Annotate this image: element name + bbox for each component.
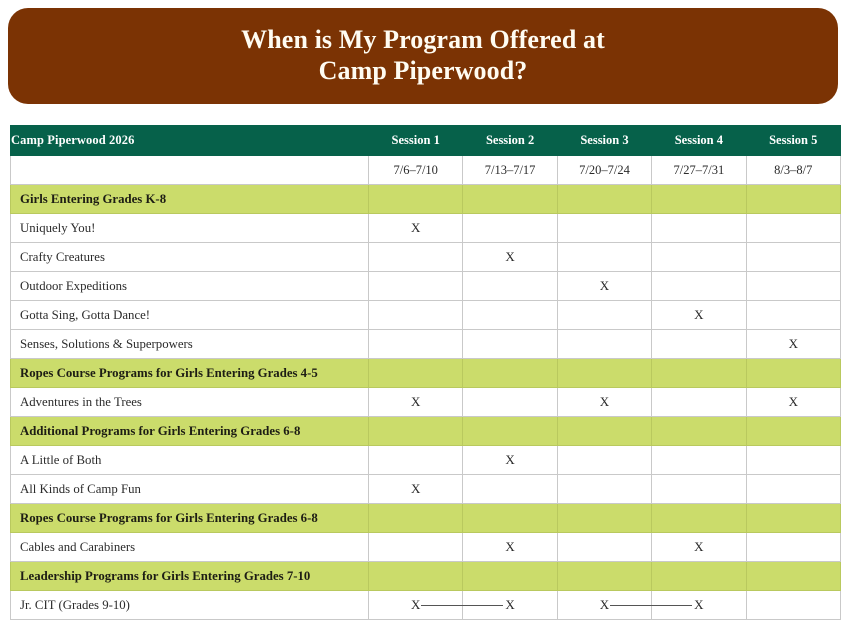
category-row-spacer-cell [369, 185, 463, 214]
category-row-spacer-cell [557, 359, 651, 388]
session-5-dates: 8/3–8/7 [746, 156, 840, 185]
empty-mark-cell [463, 475, 557, 504]
session-dates-row [11, 156, 841, 185]
empty-mark-cell [557, 475, 651, 504]
program-row [11, 214, 841, 243]
empty-mark-cell [652, 272, 746, 301]
empty-mark-cell [369, 533, 463, 562]
offered-x-mark: X [505, 597, 515, 612]
program-row-label: Adventures in the Trees [11, 388, 369, 417]
category-row-label: Ropes Course Programs for Girls Entering Grades 6-8 [11, 504, 369, 533]
offered-x-mark: X [599, 278, 610, 293]
category-row-label: Ropes Course Programs for Girls Entering Grades 4-5 [11, 359, 369, 388]
empty-mark-cell [652, 388, 746, 417]
offered-mark-cell [746, 330, 840, 359]
category-row-spacer-cell [369, 562, 463, 591]
column-header-session-5: Session 5 [746, 126, 840, 156]
table-body [11, 185, 841, 620]
empty-mark-cell [463, 388, 557, 417]
offered-x-mark: X [788, 336, 798, 351]
empty-mark-cell [746, 475, 840, 504]
empty-mark-cell [557, 330, 651, 359]
program-row-label: Senses, Solutions & Superpowers [11, 330, 369, 359]
empty-mark-cell [652, 243, 746, 272]
offered-x-mark: X [411, 394, 421, 409]
program-row [11, 388, 841, 417]
offered-mark-cell [463, 533, 557, 562]
column-header-session-4: Session 4 [652, 126, 746, 156]
offered-x-mark: X [694, 307, 704, 322]
offered-x-mark: X [505, 539, 515, 554]
offered-x-mark: X [694, 539, 704, 554]
column-header-session-2: Session 2 [463, 126, 557, 156]
category-row-spacer-cell [557, 185, 651, 214]
program-row-label: Cables and Carabiners [11, 533, 369, 562]
session-2-dates: 7/13–7/17 [463, 156, 557, 185]
category-row [11, 359, 841, 388]
table-header [11, 126, 841, 185]
empty-mark-cell [652, 214, 746, 243]
program-row-label: All Kinds of Camp Fun [11, 475, 369, 504]
program-row [11, 591, 841, 620]
offered-x-mark: X [694, 597, 704, 612]
category-row-spacer-cell [652, 417, 746, 446]
empty-mark-cell [557, 301, 651, 330]
offered-mark-cell [369, 475, 463, 504]
page-title-line-2: Camp Piperwood? [318, 56, 528, 85]
offered-x-mark: X [411, 481, 421, 496]
empty-mark-cell [463, 301, 557, 330]
empty-mark-cell [557, 533, 651, 562]
category-row-spacer-cell [369, 417, 463, 446]
offered-x-mark: X [599, 394, 610, 409]
category-row-label: Additional Programs for Girls Entering Grades 6-8 [11, 417, 369, 446]
category-row [11, 185, 841, 214]
offered-mark-cell [369, 214, 463, 243]
empty-mark-cell [557, 214, 651, 243]
category-row-spacer-cell [463, 504, 557, 533]
session-4-dates: 7/27–7/31 [652, 156, 746, 185]
program-row-label: Outdoor Expeditions [11, 272, 369, 301]
category-row [11, 417, 841, 446]
category-row-spacer-cell [463, 359, 557, 388]
header-row [11, 126, 841, 156]
program-row [11, 301, 841, 330]
category-row-spacer-cell [746, 504, 840, 533]
category-row-spacer-cell [652, 504, 746, 533]
offered-mark-cell [652, 533, 746, 562]
offered-x-mark: X [411, 597, 421, 612]
program-row-label: Gotta Sing, Gotta Dance! [11, 301, 369, 330]
empty-mark-cell [746, 243, 840, 272]
program-row-label: Crafty Creatures [11, 243, 369, 272]
empty-mark-cell [652, 446, 746, 475]
category-row [11, 504, 841, 533]
program-row-label: Uniquely You! [11, 214, 369, 243]
session-1-dates: 7/6–7/10 [369, 156, 463, 185]
page-title-line-1: When is My Program Offered at [241, 25, 605, 55]
program-row [11, 446, 841, 475]
page-title [241, 25, 605, 86]
category-row-spacer-cell [463, 417, 557, 446]
program-row [11, 272, 841, 301]
empty-mark-cell [746, 214, 840, 243]
program-row-label: A Little of Both [11, 446, 369, 475]
category-row [11, 562, 841, 591]
offered-mark-cell [652, 301, 746, 330]
category-row-spacer-cell [652, 185, 746, 214]
empty-mark-cell [557, 446, 651, 475]
schedule-table [10, 125, 841, 620]
empty-mark-cell [746, 533, 840, 562]
category-row-spacer-cell [557, 562, 651, 591]
offered-mark-cell [557, 272, 651, 301]
category-row-spacer-cell [652, 359, 746, 388]
empty-mark-cell [652, 475, 746, 504]
offered-x-mark: X [599, 597, 610, 612]
empty-mark-cell [746, 591, 840, 620]
empty-mark-cell [463, 214, 557, 243]
dates-row-label-cell [11, 156, 369, 185]
empty-mark-cell [652, 330, 746, 359]
category-row-spacer-cell [463, 562, 557, 591]
offered-mark-cell [369, 591, 463, 620]
offered-mark-cell [746, 388, 840, 417]
empty-mark-cell [463, 330, 557, 359]
offered-x-mark: X [411, 220, 421, 235]
category-row-spacer-cell [557, 417, 651, 446]
offered-x-mark: X [505, 249, 515, 264]
empty-mark-cell [746, 301, 840, 330]
empty-mark-cell [369, 301, 463, 330]
corner-header-label: Camp Piperwood 2026 [11, 126, 369, 156]
empty-mark-cell [369, 243, 463, 272]
offered-mark-cell [369, 388, 463, 417]
empty-mark-cell [746, 446, 840, 475]
category-row-spacer-cell [652, 562, 746, 591]
offered-mark-cell [463, 446, 557, 475]
category-row-spacer-cell [746, 359, 840, 388]
offered-mark-cell [557, 388, 651, 417]
column-header-session-1: Session 1 [369, 126, 463, 156]
page-banner [8, 8, 838, 104]
empty-mark-cell [369, 330, 463, 359]
category-row-spacer-cell [369, 504, 463, 533]
category-row-label: Girls Entering Grades K-8 [11, 185, 369, 214]
offered-mark-cell [557, 591, 651, 620]
category-row-spacer-cell [746, 417, 840, 446]
session-3-dates: 7/20–7/24 [557, 156, 651, 185]
empty-mark-cell [369, 446, 463, 475]
category-row-spacer-cell [746, 562, 840, 591]
empty-mark-cell [746, 272, 840, 301]
empty-mark-cell [463, 272, 557, 301]
offered-x-mark: X [788, 394, 798, 409]
program-row [11, 330, 841, 359]
program-row [11, 475, 841, 504]
empty-mark-cell [557, 243, 651, 272]
empty-mark-cell [369, 272, 463, 301]
category-row-label: Leadership Programs for Girls Entering Grades 7-10 [11, 562, 369, 591]
category-row-spacer-cell [369, 359, 463, 388]
category-row-spacer-cell [557, 504, 651, 533]
category-row-spacer-cell [746, 185, 840, 214]
program-row-label: Jr. CIT (Grades 9-10) [11, 591, 369, 620]
offered-mark-cell [463, 243, 557, 272]
program-row [11, 533, 841, 562]
offered-x-mark: X [505, 452, 515, 467]
schedule-table-container [10, 125, 840, 620]
program-row [11, 243, 841, 272]
category-row-spacer-cell [463, 185, 557, 214]
column-header-session-3: Session 3 [557, 126, 651, 156]
